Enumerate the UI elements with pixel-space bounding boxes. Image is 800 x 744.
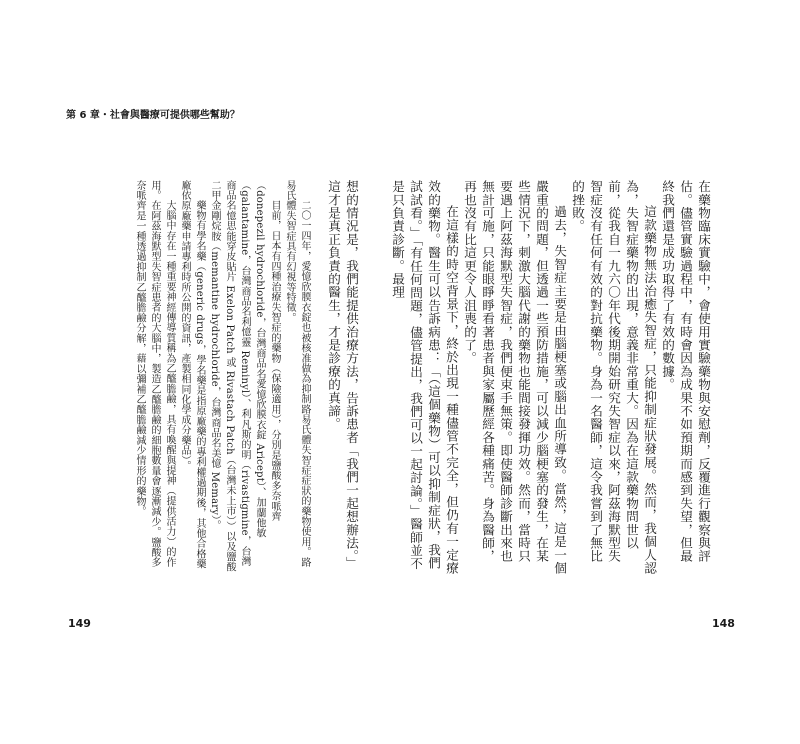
- note-paragraph: 二〇一四年，愛憶欣膜衣錠也被核准做為抑制路易氏體失智症症狀的藥物使用。路易氏體失智症具有幻視等特徵。: [284, 180, 310, 568]
- note-paragraph: 藥物有學名藥（generic drugs，學名藥是指原廠藥的專利權過期後，其他合格藥廠依原廠藥申請專利時所公開的資訊，產製相同化學成分藥品）。: [179, 180, 205, 569]
- page-number-left: 149: [68, 617, 91, 630]
- right-page-text: [390, 180, 712, 575]
- paragraph: 在藥物臨床實驗中，會使用實驗藥物與安慰劑，反覆進行觀察與評估。儘管實驗過程中，有時會因為成果不如預期而感到失望，但最終我們還是成功取得了有效的數據。: [660, 180, 711, 563]
- paragraph: 過去，失智症主要是由腦梗塞或腦出血所導致。當然，這是一個嚴重的問題，但透過一些預防措施，可以減少腦梗塞的發生，在某些情況下，刺激大腦代謝的藥物也能間接發揮功效。然而，當時只要遇上阿茲海默型失智症，我們便束手無策。即使醫師診斷出來也無計可施，只能眼睜睜看著患者與家屬歷經各種痛苦。身為醫師，再也沒有比這更令人沮喪的了。: [462, 180, 567, 575]
- left-page-text: [60, 180, 360, 575]
- chapter-header: 第 6 章・社會與醫療可提供哪些幫助？: [66, 110, 240, 121]
- paragraph: 這款藥物無法治癒失智症，只能抑制症狀發展。然而，我個人認為，失智症藥物的出現，意義非常重大。因為在這款藥物問世以前，從我自一九六〇年代後期開始研究失智症以來，阿茲海默型失智症沒有任何有效的對抗藥物。身為一名醫師，這令我嘗到了無比的挫敗。: [570, 180, 657, 575]
- note-paragraph: 目前，日本有四種治療失智症的藥物（保險適用），分別是鹽酸多奈哌齊（donepezil hydrochloride，台灣商品名愛憶欣膜衣錠 Aricept）、加蘭他敏（galantamine，台灣商品名利憶靈 Reminyl）、利凡斯的明（rivastigmine，台灣商品名憶思能穿皮貼片 Exelon Patch 或 Rivastach Patch（台灣未上市））以及鹽酸二甲金剛烷胺（memantine hydrochloride，台灣商品名美憶 Memary）。: [209, 180, 280, 573]
- page-number-right: 148: [712, 617, 735, 630]
- note-paragraph: 大腦中存在一種重要神經傳導質稱為乙醯膽鹼，具有喚醒與提神（提供活力）的作用。在阿茲海默型失智症患者的大腦中，製造乙醯膽鹼的細胞數量會逐漸減少。鹽酸多奈哌齊是一種透過抑制乙醯膽鹼分解，藉以彌補乙醯膽鹼減少情形的藥物。: [134, 180, 175, 568]
- paragraph: 在這樣的時空背景下，終於出現一種儘管不完全，但仍有一定療效的藥物。醫生可以告訴病患：「（這個藥物）可以抑制症狀，我們試試看。」「有任何問題，儘管提出，我們可以一起討論。」醫師並不是只負責診斷。最理: [390, 180, 459, 575]
- paragraph: 想的情況是，我們能提供治療方法，告訴患者「我們一起想辦法。」這才是真正負責的醫生，才是診療的真諦。: [326, 180, 359, 570]
